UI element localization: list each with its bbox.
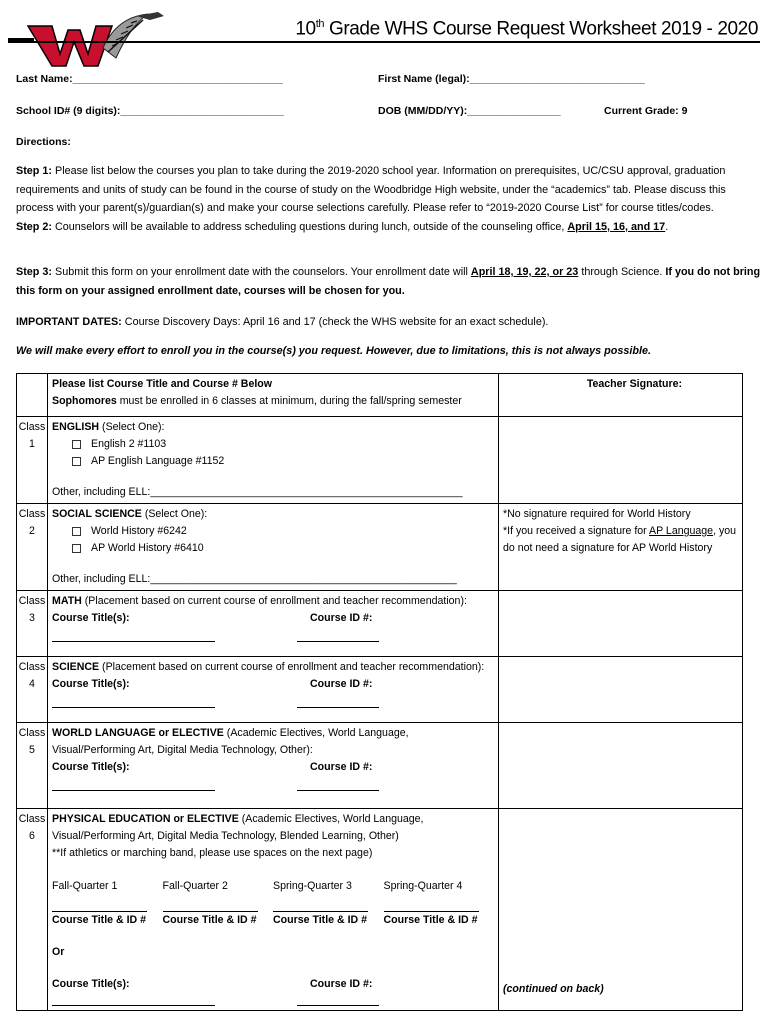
class-1-label: Class 1 [17, 417, 48, 504]
dob-field[interactable]: DOB (MM/DD/YY):________________ [378, 105, 561, 117]
checkbox-icon[interactable] [72, 440, 81, 449]
page-title: 10th Grade WHS Course Request Worksheet 2019 - 2020 [295, 18, 758, 40]
course-id-blank[interactable] [297, 995, 379, 1006]
class-6-row [17, 809, 743, 1011]
class-5-signature[interactable] [499, 723, 743, 809]
note-ap-language: *If you received a signature for AP Language, you do not need a signature for AP World History [503, 525, 737, 554]
quarter-label: Fall-Quarter 2 [162, 880, 228, 892]
note-world-history: *No signature required for World History [503, 508, 691, 520]
header-rule [8, 41, 760, 43]
table-header-instructions [48, 374, 499, 417]
class-4-row [17, 657, 743, 723]
class-2-label: Class 2 [17, 504, 48, 591]
table-header-blank [17, 374, 48, 417]
important-dates: IMPORTANT DATES: Course Discovery Days: April 16 and 17 (check the WHS website for an exact schedule). [16, 316, 549, 328]
english-option[interactable]: AP English Language #1152 [52, 453, 494, 470]
class-3-label: Class 3 [17, 591, 48, 657]
course-id-blank[interactable] [297, 695, 379, 708]
social-option[interactable]: AP World History #6410 [52, 540, 494, 557]
step3-text: Step 3: Submit this form on your enrollment date with the counselors. Your enrollment date will April 18, 19, 22, or 23 through Science. If you do not bring this form on your assigned enrollment date, courses will be chosen for you. [16, 266, 761, 297]
quarter-blank[interactable] [273, 901, 368, 912]
other-ell-field[interactable]: Other, including ELL:____________________________________________________ [52, 573, 457, 585]
social-science-cell: SOCIAL SCIENCE (Select One): World History #6242 AP World History #6410 Other, including ELL:____________________________________________________ [48, 504, 499, 591]
quarter-label: Spring-Quarter 4 [383, 880, 463, 892]
english-cell: ENGLISH (Select One): English 2 #1103 AP English Language #1152 Other, including ELL:_____________________________________________________ [48, 417, 499, 504]
directions-heading: Directions: [16, 136, 71, 148]
table-header-line1: Please list Course Title and Course # Below [52, 378, 272, 390]
course-id-blank[interactable] [297, 778, 379, 791]
quarter-blanks [52, 895, 494, 912]
class-4-signature[interactable] [499, 657, 743, 723]
class-5-row [17, 723, 743, 809]
class-6-signature[interactable] [499, 809, 743, 1011]
physical-education-cell: PHYSICAL EDUCATION or ELECTIVE (Academic Electives, World Language, Visual/Performing Art, Digital Media Technology, Blended Learning, Other) **If athletics or marching band, please use spaces on the next page) Fall-Quarter 1 Fall-Quarter 2 Spring-Quarter 3 Spring-Quarter 4 Course Title & ID # Course Title & ID # Course Title & ID # Course Title & ID # Or Course Title(s): Course ID #: [48, 809, 499, 1011]
step1-text: Step 1: Please list below the courses you plan to take during the 2019-2020 school year. Information on prerequisites, UC/CSU approval, graduation requirements and units of study can be found in the course of study on the Woodbridge High website, under the “academics” tab. Please discuss this process with your parent(s)/guardian(s) and make your course selections carefully. Please refer to “2019-2020 Course List” for course titles/codes. Step 2: Counselors will be available to address scheduling questions during lunch, outside of the counseling office, April 15, 16, and 17. [16, 165, 726, 233]
english-option[interactable]: English 2 #1103 [52, 436, 494, 453]
course-title-id-label: Course Title & ID # [162, 914, 257, 926]
course-title-id-label: Course Title & ID # [52, 914, 146, 926]
quarter-blank[interactable] [163, 901, 258, 912]
world-language-cell: WORLD LANGUAGE or ELECTIVE (Academic Electives, World Language, Visual/Performing Art, Digital Media Technology, Other): Course Title(s): Course ID #: [48, 723, 499, 809]
class-4-label: Class 4 [17, 657, 48, 723]
course-id-blank[interactable] [297, 629, 379, 642]
class-6-label: Class 6 [17, 809, 48, 1011]
continued-on-back: (continued on back) [503, 983, 604, 995]
class-5-label: Class 5 [17, 723, 48, 809]
class-1-row [17, 417, 743, 504]
quarter-id-labels [52, 912, 494, 929]
class-2-signature-note [499, 504, 743, 591]
class-1-signature[interactable] [499, 417, 743, 504]
class-3-signature[interactable] [499, 591, 743, 657]
table-header-line2: Sophomores must be enrolled in 6 classes at minimum, during the fall/spring semester [52, 395, 462, 407]
course-title-id-label: Course Title & ID # [273, 914, 367, 926]
first-name-field[interactable]: First Name (legal):______________________________ [378, 73, 645, 85]
course-title-blank[interactable] [52, 629, 215, 642]
or-label: Or [52, 946, 65, 958]
other-ell-field[interactable]: Other, including ELL:_____________________________________________________ [52, 486, 463, 498]
pe-note: **If athletics or marching band, please use spaces on the next page) [52, 847, 373, 859]
course-request-table [16, 373, 743, 1011]
quarter-blank[interactable] [384, 901, 479, 912]
quarter-label: Fall-Quarter 1 [52, 880, 118, 892]
social-option[interactable]: World History #6242 [52, 523, 494, 540]
math-cell: MATH (Placement based on current course of enrollment and teacher recommendation): Course Title(s): Course ID #: [48, 591, 499, 657]
quarter-label: Spring-Quarter 3 [273, 880, 352, 892]
effort-statement: We will make every effort to enroll you in the course(s) you request. However, due to limitations, this is not always possible. [16, 345, 651, 357]
current-grade: Current Grade: 9 [604, 105, 688, 117]
course-title-id-label: Course Title & ID # [383, 914, 478, 926]
quarter-labels [52, 878, 494, 895]
last-name-field[interactable]: Last Name:____________________________________ [16, 73, 283, 85]
quarter-blank[interactable] [52, 901, 147, 912]
whs-logo [8, 6, 168, 80]
teacher-signature-header: Teacher Signature: [499, 374, 743, 417]
class-3-row [17, 591, 743, 657]
checkbox-icon[interactable] [72, 527, 81, 536]
science-cell: SCIENCE (Placement based on current course of enrollment and teacher recommendation): Course Title(s): Course ID #: [48, 657, 499, 723]
table-header-row [17, 374, 743, 417]
class-2-row [17, 504, 743, 591]
checkbox-icon[interactable] [72, 457, 81, 466]
course-title-blank[interactable] [52, 778, 215, 791]
school-id-field[interactable]: School ID# (9 digits):____________________________ [16, 105, 284, 117]
checkbox-icon[interactable] [72, 544, 81, 553]
course-title-blank[interactable] [52, 995, 215, 1006]
course-title-blank[interactable] [52, 695, 215, 708]
